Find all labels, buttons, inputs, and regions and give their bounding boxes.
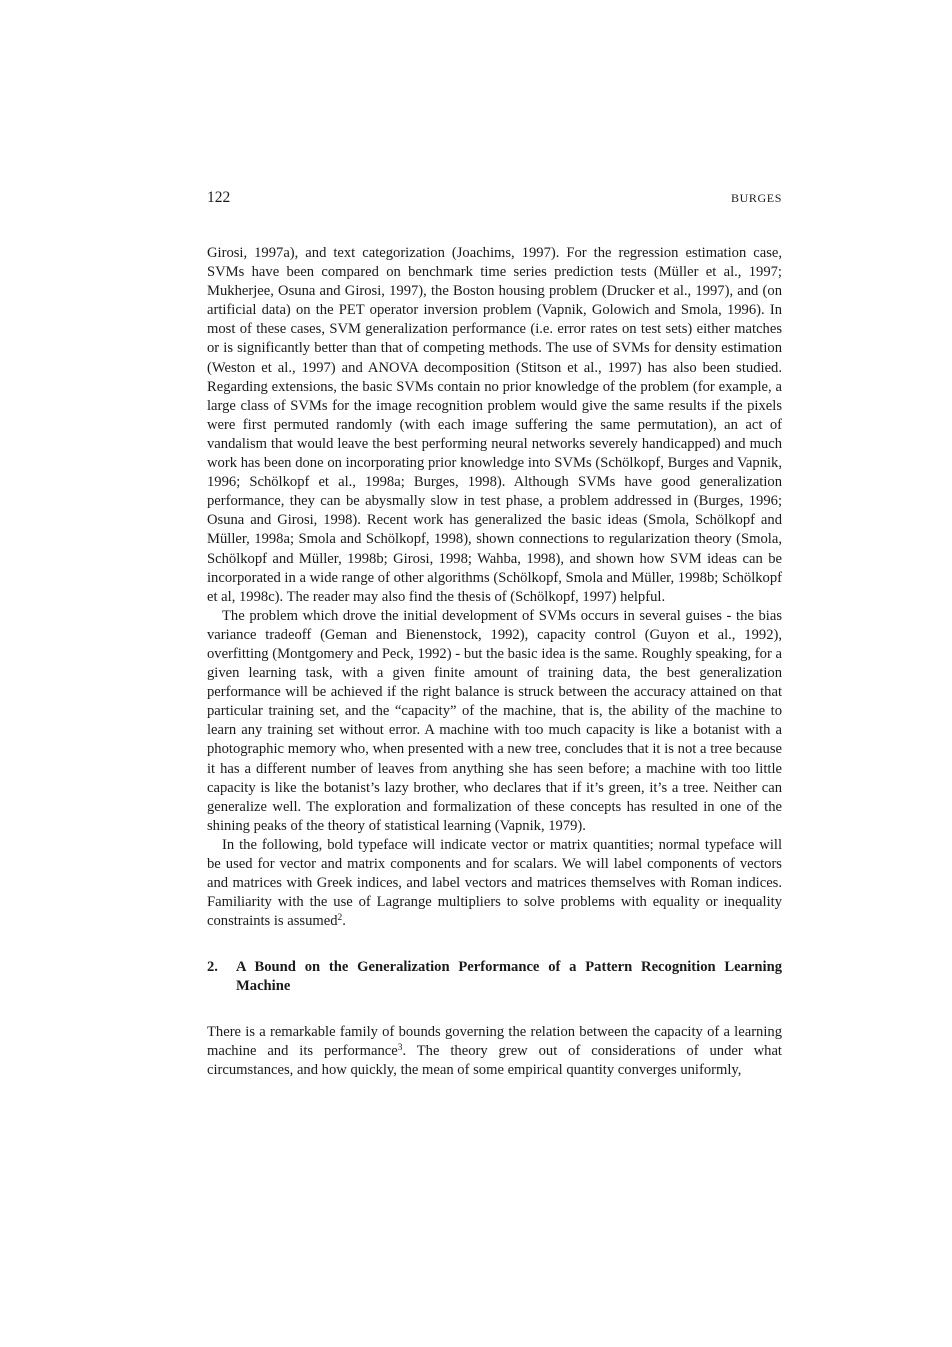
paragraph-2: The problem which drove the initial development of SVMs occurs in several guises - the bias variance tradeoff (Geman and Bienenstock, 1992), capacity control (Guyon et al., 1992), overfitting (Montgomery and Peck, 1992) - but the basic idea is the same. Roughly speaking, for a given learning task, with a given finite amount of training data, the best generalization performance will be achieved if the right balance is struck between the accuracy attained on that particular training set, and the “capacity” of the machine, that is, the ability of the machine to learn any training set without error. A machine with too much capacity is like a botanist with a photographic memory who, when presented with a new tree, concludes that it is not a tree because it has a different number of leaves from anything she has seen before; a machine with too little capacity is like the botanist’s lazy brother, who declares that if it’s green, it’s a tree. Neither can generalize well. The exploration and formalization of these concepts has resulted in one of the shining peaks of the theory of statistical learning (Vapnik, 1979). — [207, 607, 782, 834]
paragraph-4-text-start: There is a remarkable family of bounds governing the relation between the capacity of a learning machine and its performance — [207, 1023, 782, 1059]
paragraph-3-text: In the following, bold typeface will indicate vector or matrix quantities; normal typeface will be used for vector and matrix components and for scalars. We will label components of vectors and matrices with Greek indices, and label vectors and matrices themselves with Roman indices. Familiarity with the use of Lagrange multipliers to solve problems with equality or inequality constraints is assumed — [207, 836, 782, 930]
footnote-mark-3[interactable]: 3 — [397, 1042, 403, 1053]
paragraph-3: In the following, bold typeface will indicate vector or matrix quantities; normal typeface will be used for vector and matrix components and for scalars. We will label components of vectors and matrices with Greek indices, and label vectors and matrices themselves with Roman indices. Familiarity with the use of Lagrange multipliers to solve problems with equality or inequality constraints is assumed$^2$. — [207, 836, 782, 930]
paragraph-1: Girosi, 1997a), and text categorization (Joachims, 1997). For the regression estimation case, SVMs have been compared on benchmark time series prediction tests (Müller et al., 1997; Mukherjee, Osuna and Girosi, 1997), the Boston housing problem (Drucker et al., 1997), and (on artificial data) on the PET operator inversion problem (Vapnik, Golowich and Smola, 1996). In most of these cases, SVM generalization performance (i.e. error rates on test sets) either matches or is significantly better than that of competing methods. The use of SVMs for density estimation (Weston et al., 1997) and ANOVA decomposition (Stitson et al., 1997) has also been studied. Regarding extensions, the basic SVMs contain no prior knowledge of the problem (for example, a large class of SVMs for the image recognition problem would give the same results if the pixels were first permuted randomly (with each image suffering the same permutation), an act of vandalism that would leave the best performing neural networks severely handicapped) and much work has been done on incorporating prior knowledge into SVMs (Schölkopf, Burges and Vapnik, 1996; Schölkopf et al., 1998a; Burges, 1998). Although SVMs have good generalization performance, they can be abysmally slow in test phase, a problem addressed in (Burges, 1996; Osuna and Girosi, 1998). Recent work has generalized the basic ideas (Smola, Schölkopf and Müller, 1998a; Smola and Schölkopf, 1998), shown connections to regularization theory (Smola, Schölkopf and Müller, 1998b; Girosi, 1998; Wahba, 1998), and shown how SVM ideas can be incorporated in a wide range of other algorithms (Schölkopf, Smola and Müller, 1998b; Schölkopf et al, 1998c). The reader may also find the thesis of (Schölkopf, 1997) helpful. — [207, 245, 782, 605]
body-text — [207, 244, 782, 1080]
section-heading — [207, 958, 782, 996]
page-number: 122 — [207, 189, 231, 206]
footnote-mark-2[interactable]: 2 — [337, 913, 343, 924]
section-number: 2. — [207, 959, 218, 976]
paragraph-4 — [207, 1023, 782, 1080]
running-head — [207, 189, 782, 211]
paragraph-4-text-end: . The theory grew out of considerations of under what circumstances, and how quickly, the mean of some empirical quantity converges uniformly, — [207, 1042, 782, 1078]
running-title: BURGES — [731, 191, 782, 205]
section-title: A Bound on the Generalization Performance of a Pattern Recognition Learning Machine — [236, 959, 782, 995]
paper-page — [207, 0, 782, 1347]
